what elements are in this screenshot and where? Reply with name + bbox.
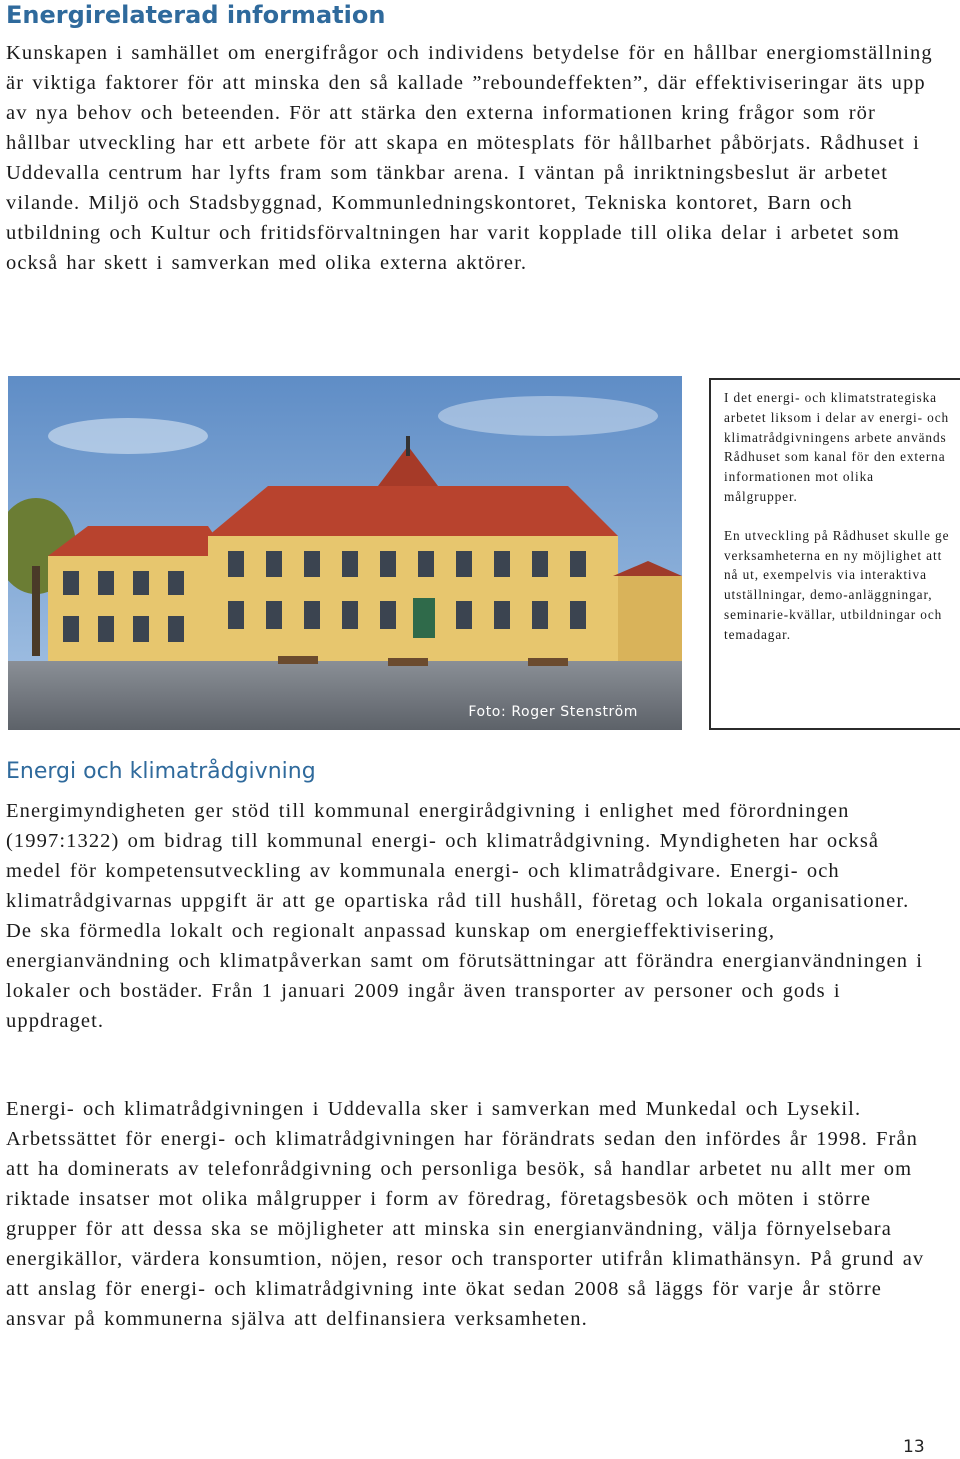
sidebox-paragraph: I det energi- och klimatstrategiska arbetet liksom i delar av energi- och klimatrådgivningens arbete används Rådhuset som kanal för den externa informationen mot olika målgrupper. [724,390,950,504]
intro-paragraph: Kunskapen i samhället om energifrågor och individens betydelse för en hållbar energiomställning är viktiga faktorer för att minska den så kallade ”reboundeffekten”, där effektiviseringar äts upp av nya behov och beteenden. För att stärka den externa informationen kring frågor som rör hållbar utveckling har ett arbete för att skapa en mötesplats för hållbarhet påbörjats. Rådhuset i Uddevalla centrum har lyfts fram som tänkbar arena. I väntan på inriktningsbeslut är arbetet vilande. Miljö och Stadsbyggnad, Kommunledningskontoret, Tekniska kontoret, Barn och utbildning och Kultur och fritidsförvaltningen har varit kopplade till olika delar i arbetet som också har skett i samverkan med olika externa aktörer. [6,42,933,274]
photo-credit: Foto: Roger Stenström [468,704,638,720]
town-hall-photo [8,376,682,730]
advice-paragraph-2: Energi- och klimatrådgivningen i Uddevalla sker i samverkan med Munkedal och Lysekil. Arbetssättet för energi- och klimatrådgivningen har förändrats sedan den infördes år 1998. Från att ha dominerats av telefonrådgivning och personliga besök, så handlar arbetet nu allt mer om riktade insatser mot olika målgrupper i form av föredrag, företagsbesök och möten i större grupper för att dessa ska se möjligheter att minska sin energianvändning, välja förnyelsebara energikällor, värdera konsumtion, nöjen, resor och transporter utifrån klimathänsyn. På grund av att anslag för energi- och klimatrådgivning inte ökat sedan 2008 så läggs för varje år större ansvar på kommunerna själva att delfinansiera verksamheten. [6,1098,925,1330]
sidebox-paragraph: En utveckling på Rådhuset skulle ge verksamheterna en ny möjlighet att nå ut, exempelvis via interaktiva utställningar, demo-anläggningar, seminarie-kvällar, utbildningar och temadagar. [724,527,950,642]
page-number: 13 [903,1437,925,1457]
info-sidebox [709,378,960,730]
town-hall-illustration [8,376,682,730]
section-heading-energy-information: Energirelaterad information [6,1,386,29]
advice-paragraph-1: Energimyndigheten ger stöd till kommunal energirådgivning i enlighet med förordningen (1997:1322) om bidrag till kommunal energi- och klimatrådgivning. Myndigheten har också medel för kompetensutveckling av kommunala energi- och klimatrådgivare. Energi- och klimatrådgivarnas uppgift är att ge opartiska råd till hushåll, företag och lokala organisationer. De ska förmedla lokalt och regionalt anpassad kunskap om energieffektivisering, energianvändning och klimatpåverkan samt om förutsättningar att förändra energianvändningen i lokaler och bostäder. Från 1 januari 2009 ingår även transporter av personer och gods i uppdraget. [6,800,924,1032]
section-heading-climate-advice: Energi och klimatrådgivning [6,759,316,784]
